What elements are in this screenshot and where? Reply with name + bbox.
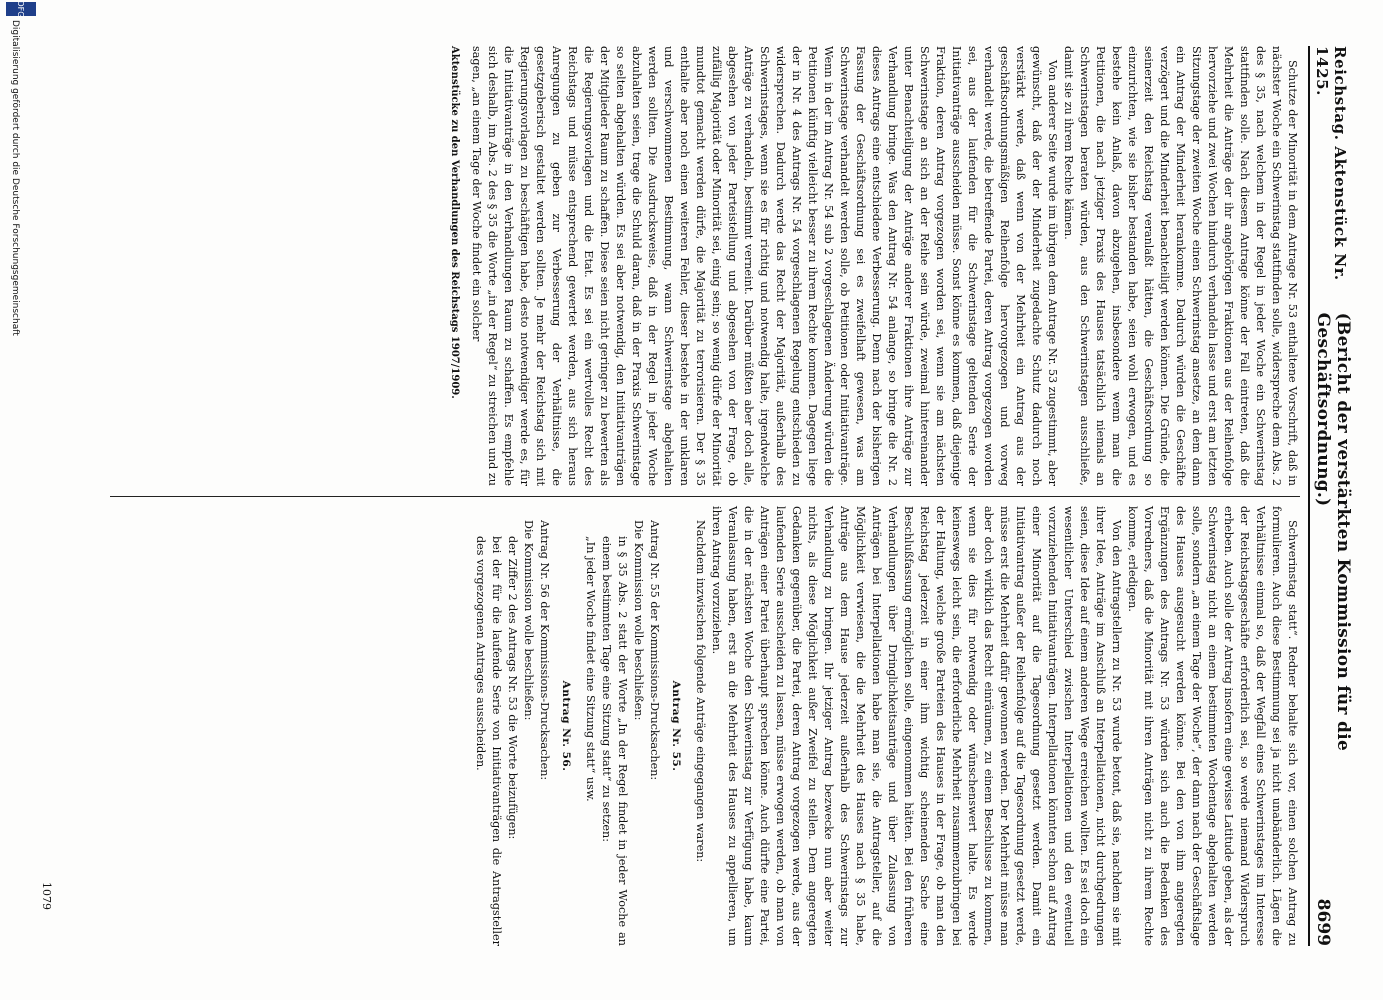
column-divider bbox=[110, 496, 1300, 497]
antrag-56-line: Die Kommission wolle beschließen: bbox=[522, 520, 535, 721]
page-header bbox=[1308, 46, 1353, 946]
left-footer: Aktenstücke zu den Verhandlungen des Reichstags 1907/1909. bbox=[449, 46, 460, 399]
header-center: (Bericht der verstärkten Kommission für die Geschäftsordnung.) bbox=[1313, 312, 1353, 752]
antrag-55-line: „In jeder Woche findet eine Sitzung statt“ usw. bbox=[584, 536, 597, 802]
paragraph: Von den Antragstellern zu Nr. 53 wurde betont, daß sie, nachdem sie mit ihrer Idee, Anträge im Anschluß an Interpellationen, nicht durchgedrungen seien, diese Idee auf einem anderen Wege erreichen wollten. Es sei doch ein wesentlicher Unterschied zwischen Interpellationen und den eventuell vorzuziehenden Initiativanträgen. Interpellationen könnten schon auf Antrag einer Minorität auf die Tagesordnung gesetzt werden. Damit ein Initiativantrag außer der Reihenfolge auf die Tagesordnung gesetzt werde, müsse erst die Mehrheit dafür gewonnen werden. Der Mehrheit müsse man aber doch wirklich das Recht einräumen, zu einem Beschlusse zu kommen, wenn sie dies für notwendig oder wünschenswert halte. Es werde keineswegs leicht sein, die erforderliche Mehrheit zusammenzubringen bei der Haltung, welche große Parteien des Hauses in der Frage, ob man den Reichstag jederzeit in einer ihm wichtig scheinenden Sache eine Beschlußfassung ermöglichen solle, eingenommen hätten. Bei den früheren Verhandlungen über Dringlichkeitsanträge und über Zulassung von Anträgen bei Interpellationen habe man sie, die Antragsteller, auf die Möglichkeit verwiesen, die die Mehrheit des Hauses nach § 35 habe, Anträge aus dem Hause jederzeit außerhalb des Schwerinstags zur Verhandlung zu bringen. Ihr jetziger Antrag bezwecke nun aber weiter nichts, als diese Möglichkeit außer Zweifel zu stellen. Dem angeregten Gedanken gegenüber, die Partei, deren Antrag vorgezogen werde, aus der laufenden Serie ausscheiden zu lassen, müsse erwogen werden, ob man von Anträgen einer Partei überhaupt sprechen könne. Auch dürfte eine Partei, die in der nächsten Woche den Schwerinstag zur Verfügung habe, kaum Veranlassung haben, erst an die Mehrheit des Hauses zu appellieren, um ihren Antrag vorzuziehen. bbox=[710, 506, 1123, 946]
left-column bbox=[110, 46, 1300, 486]
dfg-logo: DFG bbox=[6, 2, 36, 16]
text-columns bbox=[110, 46, 1300, 946]
antrag-56-line: bei der für die laufende Serie von Initiativanträgen die Antragsteller des vorgezogenen Antrages ausscheiden. bbox=[474, 536, 503, 946]
paragraph: Nachdem inzwischen folgende Anträge eingegangen waren: bbox=[694, 520, 707, 863]
antrag-56-line: Antrag Nr. 56 der Kommissions-Drucksachen: bbox=[538, 520, 551, 781]
antrag-55-line: Antrag Nr. 55 der Kommissions-Drucksachen: bbox=[648, 520, 661, 781]
antrag-55-line: in § 35 Abs. 2 statt der Worte „In der Regel findet in jeder Woche an einem bestimmten Tage eine Sitzung statt“ zu setzen: bbox=[600, 536, 629, 946]
antrag-55-line: Die Kommission wolle beschließen: bbox=[632, 520, 645, 721]
antrag-56-line: der Ziffer 2 des Antrags Nr. 53 die Worte beizufügen: bbox=[506, 536, 519, 840]
right-column bbox=[110, 506, 1300, 946]
antrag-56-heading: Antrag Nr. 56. bbox=[560, 680, 572, 772]
footer-page-number: 1079 bbox=[40, 882, 53, 910]
digitization-note: Digitalisierung gefördert durch die Deutsche Forschungsgemeinschaft bbox=[10, 20, 20, 336]
header-left: Reichstag. Aktenstück Nr. 1425. bbox=[1313, 46, 1349, 281]
paragraph: Schwerinstag statt“. Redner behalte sich vor, einen solchen Antrag zu formulieren. Auch diese Bestimmung sei ja nicht unabänderlich. Lägen die Verhältnisse einmal so, daß der Wegfall eines Schwerinstages im Interesse der Reichstagsgeschäfte erforderlich sei, so werde niemand Widerspruch erheben. Auch solle der Antrag insofern eine gewisse Latitude geben, als der Schwerinstag nicht an einem bestimmten Wochentage abgehalten werden solle, sondern „an einem Tage der Woche“, der dann nach der Geschäftslage des Hauses ausgesucht werden könne. Bei den von ihm angeregten Ergänzungen des Antrags Nr. 53 würden sich auch die Bedenken des Vorredners, daß die Minorität mit ihren Anträgen nicht zu ihrem Rechte komme, erledigen. bbox=[1126, 506, 1299, 946]
header-page-number: 8699 bbox=[1313, 898, 1333, 946]
page-content bbox=[110, 46, 1353, 946]
antrag-55-heading: Antrag Nr. 55. bbox=[670, 680, 682, 772]
paragraph: Von anderer Seite wurde im übrigen dem Antrage Nr. 53 zugestimmt, aber gewünscht, daß der der Minderheit zugedachte Schutz dadurch noch verstärkt werde, daß wenn von der Mehrheit ein Antrag aus der geschäftsordnungsmäßigen Reihenfolge hervorgezogen und vorweg verhandelt werde, die betreffende Partei, deren Antrag vorgezogen worden sei, aus der laufenden für die Schwerinstage geltenden Serie der Initiativanträge ausscheiden müsse. Sonst könne es kommen, daß diejenige Fraktion, deren Antrag vorgezogen worden sei, wenn sie am nächsten Schwerinstage an sich an der Reihe sein würde, zweimal hintereinander unter Benachteiligung der Anträge anderer Fraktionen ihre Anträge zur Verhandlung bringe. Was den Antrag Nr. 54 anlange, so bringe die Nr. 2 dieses Antrags eine entschiedene Verbesserung. Denn nach der bisherigen Fassung der Geschäftsordnung sei es zweifelhaft gewesen, was am Schwerinstage verhandelt werden solle, ob Petitionen oder Initiativanträge. Wenn in der im Antrag Nr. 54 sub 2 vorgeschlagenen Änderung würden die Petitionen künftig vielleicht besser zu ihrem Rechte kommen. Dagegen liege der in Nr. 4 des Antrags Nr. 54 vorgeschlagenen Regelung entschieden zu widersprechen. Dadurch werde das Recht der Majorität, außerhalb des Schwerinstages, wenn sie es für richtig und notwendig halte, irgendwelche Anträge zu verhandeln, bestimmt verneint. Darüber müßten aber doch alle, abgesehen von jeder Parteistellung und abgesehen von der Frage, ob zufällig Majorität oder Minorität sei, einig sein; so wenig dürfe der Minorität mundtot gemacht werden dürfe, die Majorität zu terrorisieren. Der § 35 enthalte aber noch einen weiteren Fehler, dieser bestehe in der unklaren und verschwommenen Bestimmung, wann Schwerinstage abgehalten werden sollten. Die Ausdrucksweise, daß in der Regel in jeder Woche abzuhalten seien, trage die Schuld daran, daß in der Praxis Schwerinstage so selten abgehalten würden. Es sei aber notwendig, den Initiativanträgen der Mitglieder Raum zu schaffen. Diese seien nicht geringer zu bewerten als die Regierungsvorlagen und die Etat. Es sei ein wertvolles Recht des Reichstags und müsse entsprechend gewertet werden, aus sich heraus Anregungen zu geben zur Verbesserung der Verhältnisse, die gesetzgeberisch gestaltet werden sollten. Je mehr der Reichstag sich mit Regierungsvorlagen zu beschäftigen habe, desto notwendiger werde es, für die Initiativanträge in den Verhandlungen Raum zu schaffen. Es empfehle sich deshalb, im Abs. 2 des § 35 die Worte „in der Regel“ zu streichen und zu sagen, „an einem Tage der Woche findet ein solcher bbox=[470, 46, 1059, 486]
paragraph: Schutze der Minorität in dem Antrage Nr. 53 enthaltene Vorschrift, daß in nächster Woche ein Schwerinstag stattfinden solle, widerspreche dem Abs. 2 des § 35, nach welchem in der Regel in jeder Woche ein Schwerinstag stattfinden solle. Nach diesem Antrage könne der Fall eintreten, daß die Mehrheit die Anträge der ihr angehörigen Fraktionen aus der Reihenfolge hervorziehe und zwei Wochen hindurch verhandeln lasse und erst am letzten Sitzungstage der zweiten Woche einen Schwerinstag ansetze, an dem dann ein Antrag der Minderheit herankomme. Dadurch würden die Geschäfte verzögert und die Minderheit benachteiligt werden können. Die Gründe, die seinerzeit den Reichstag veranlaßt hätten, die Geschäftsordnung so einzurichten, wie sie bisher bestanden habe, seien wohl erwogen, und es bestehe kein Anlaß, davon abzugehen, insbesondere wenn man die Petitionen, die nach jetziger Praxis des Hauses tatsächlich niemals an Schwerinstagen beraten würden, aus den Schwerinstagen ausschließe, damit sie zu ihrem Rechte kämen. bbox=[1062, 46, 1299, 486]
